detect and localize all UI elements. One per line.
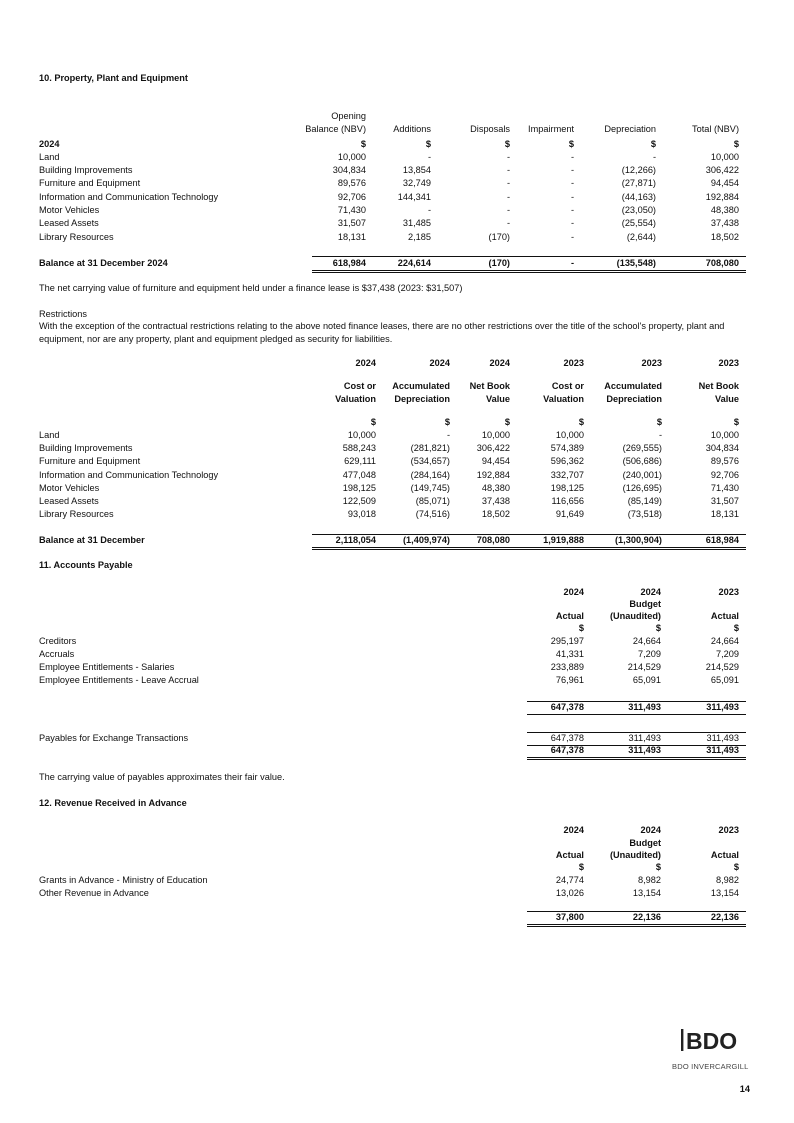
budget-header: Budget xyxy=(629,838,661,848)
total-rule-1 xyxy=(312,547,746,548)
column-header: Valuation xyxy=(543,394,584,404)
year-label: 2024 xyxy=(39,139,60,149)
column-header: Total (NBV) xyxy=(692,124,739,134)
row-label: Furniture and Equipment xyxy=(39,456,141,466)
row-label: Motor Vehicles xyxy=(39,483,100,493)
table-cell: (281,821) xyxy=(410,443,450,453)
table-cell: 48,380 xyxy=(481,483,510,493)
unit-label: $ xyxy=(425,139,431,149)
table-cell: - xyxy=(506,218,510,228)
column-header-line1: Accumulated xyxy=(392,381,450,391)
column-header: Actual xyxy=(555,850,584,860)
table-cell: 304,834 xyxy=(705,443,739,453)
total-cell: 2,118,054 xyxy=(335,535,376,545)
table-cell: (73,518) xyxy=(627,509,662,519)
year-header: 2024 xyxy=(429,358,450,368)
finance-lease-note: The net carrying value of furniture and equipment held under a finance lease is $37,438 (2023: $31,507) xyxy=(39,283,463,293)
total-cell: 1,919,888 xyxy=(543,535,584,545)
table-cell: 10,000 xyxy=(555,430,584,440)
table-cell: 94,454 xyxy=(481,456,510,466)
total-cell: 708,080 xyxy=(705,258,739,268)
column-header: Value xyxy=(485,394,510,404)
table-cell: 10,000 xyxy=(347,430,376,440)
table-cell: - xyxy=(570,178,574,188)
column-header-line1: Net Book xyxy=(698,381,739,391)
unit-label: $ xyxy=(655,623,661,633)
table-cell: - xyxy=(570,218,574,228)
total-cell: (1,300,904) xyxy=(615,535,662,545)
table-cell: 7,209 xyxy=(716,649,739,659)
table-cell: - xyxy=(570,165,574,175)
column-header-line1: Cost or xyxy=(343,381,376,391)
year-header: 2024 xyxy=(640,587,661,597)
row-label: Building Improvements xyxy=(39,165,133,175)
column-header-line1: Accumulated xyxy=(604,381,662,391)
column-header: Impairment xyxy=(528,124,574,134)
column-header: Actual xyxy=(555,611,584,621)
total-cell: 22,136 xyxy=(632,912,661,922)
table-cell: - xyxy=(570,152,574,162)
total-cell: (170) xyxy=(488,258,510,268)
exchange-cell: 311,493 xyxy=(706,733,739,743)
table-cell: (170) xyxy=(488,232,510,242)
row-label: Information and Communication Technology xyxy=(39,192,219,202)
column-header: Actual xyxy=(710,611,739,621)
table-cell: (284,164) xyxy=(410,470,450,480)
table-cell: 588,243 xyxy=(342,443,376,453)
unit-label: $ xyxy=(733,623,739,633)
table-cell: 91,649 xyxy=(555,509,584,519)
table-cell: (85,149) xyxy=(627,496,662,506)
table-cell: 332,707 xyxy=(550,470,584,480)
column-header: Depreciation xyxy=(606,394,662,404)
table-cell: (506,686) xyxy=(622,456,662,466)
logo-caption: BDO INVERCARGILL xyxy=(672,1062,749,1071)
table-cell: 65,091 xyxy=(632,675,661,685)
table-cell: 10,000 xyxy=(710,430,739,440)
total-cell: 22,136 xyxy=(710,912,739,922)
year-header: 2023 xyxy=(563,358,584,368)
column-header: (Unaudited) xyxy=(609,611,661,621)
table-cell: 31,485 xyxy=(402,218,431,228)
column-header: Disposals xyxy=(470,124,510,134)
column-header: Balance (NBV) xyxy=(305,124,366,134)
table-cell: 13,154 xyxy=(710,888,739,898)
page-number: 14 xyxy=(739,1084,750,1094)
table-cell: 24,664 xyxy=(632,636,661,646)
year-header: 2023 xyxy=(718,825,739,835)
year-header: 2024 xyxy=(489,358,510,368)
table-cell: 192,884 xyxy=(476,470,510,480)
table-cell: 198,125 xyxy=(342,483,376,493)
table-cell: 116,656 xyxy=(551,496,584,506)
row-label: Leased Assets xyxy=(39,496,99,506)
table-cell: 122,509 xyxy=(342,496,376,506)
total-top-rule xyxy=(312,256,746,257)
restrictions-heading: Restrictions xyxy=(39,309,87,319)
row-label: Information and Communication Technology xyxy=(39,470,219,480)
table-cell: 13,854 xyxy=(402,165,431,175)
table-cell: 37,438 xyxy=(481,496,510,506)
table-cell: 214,529 xyxy=(627,662,661,672)
table-cell: 24,664 xyxy=(710,636,739,646)
unit-label: $ xyxy=(578,623,584,633)
table-cell: - xyxy=(506,205,510,215)
total-rule-2 xyxy=(527,759,746,760)
unit-label: $ xyxy=(504,139,510,149)
total-cell: 618,984 xyxy=(705,535,739,545)
year-header: 2024 xyxy=(640,825,661,835)
total-cell: 618,984 xyxy=(332,258,366,268)
total-cell: 311,493 xyxy=(628,745,661,755)
year-header: 2024 xyxy=(563,587,584,597)
total-cell: 37,800 xyxy=(555,912,584,922)
total-label: Balance at 31 December 2024 xyxy=(39,258,168,268)
column-header: Actual xyxy=(710,850,739,860)
total-rule-2 xyxy=(312,549,746,550)
table-cell: 10,000 xyxy=(337,152,366,162)
table-cell: - xyxy=(427,152,431,162)
unit-label: $ xyxy=(650,139,656,149)
table-cell: 7,209 xyxy=(638,649,661,659)
table-cell: (74,516) xyxy=(415,509,450,519)
budget-header: Budget xyxy=(629,599,661,609)
table-cell: - xyxy=(658,430,662,440)
total-cell: 708,080 xyxy=(476,535,510,545)
table-cell: 144,341 xyxy=(397,192,431,202)
unit-label: $ xyxy=(360,139,366,149)
subtotal-cell: 647,378 xyxy=(550,702,584,712)
table-cell: 13,154 xyxy=(632,888,661,898)
exchange-cell: 311,493 xyxy=(628,733,661,743)
table-cell: 10,000 xyxy=(481,430,510,440)
unit-label: $ xyxy=(733,139,739,149)
table-cell: 214,529 xyxy=(705,662,739,672)
table-cell: (240,001) xyxy=(622,470,662,480)
row-label: Land xyxy=(39,430,60,440)
row-label: Employee Entitlements - Leave Accrual xyxy=(39,675,199,685)
row-label: Library Resources xyxy=(39,509,114,519)
table-cell: (2,644) xyxy=(626,232,656,242)
table-cell: 304,834 xyxy=(332,165,366,175)
table-cell: 8,982 xyxy=(638,875,661,885)
section-12-title: 12. Revenue Received in Advance xyxy=(39,798,187,808)
total-cell: 647,378 xyxy=(550,745,584,755)
total-cell: 224,614 xyxy=(397,258,431,268)
table-cell: 71,430 xyxy=(337,205,366,215)
row-label: Employee Entitlements - Salaries xyxy=(39,662,175,672)
table-cell: 32,749 xyxy=(402,178,431,188)
unit-label: $ xyxy=(578,862,584,872)
table-cell: 574,389 xyxy=(550,443,584,453)
table-cell: - xyxy=(446,430,450,440)
table-cell: 31,507 xyxy=(337,218,366,228)
table-cell: - xyxy=(506,192,510,202)
table-cell: 65,091 xyxy=(710,675,739,685)
table-cell: 198,125 xyxy=(550,483,584,493)
row-label: Furniture and Equipment xyxy=(39,178,141,188)
table-cell: 18,131 xyxy=(337,232,366,242)
year-header: 2023 xyxy=(718,358,739,368)
table-cell: 2,185 xyxy=(408,232,431,242)
table-cell: - xyxy=(506,165,510,175)
table-cell: 24,774 xyxy=(555,875,584,885)
table-cell: (27,871) xyxy=(621,178,656,188)
unit-label: $ xyxy=(656,417,662,427)
table-cell: (149,745) xyxy=(410,483,450,493)
subtotal-cell: 311,493 xyxy=(628,702,661,712)
row-label: Leased Assets xyxy=(39,218,99,228)
table-cell: (12,266) xyxy=(621,165,656,175)
table-cell: 48,380 xyxy=(710,205,739,215)
table-cell: (85,071) xyxy=(415,496,450,506)
table-cell: 37,438 xyxy=(710,218,739,228)
total-cell: (135,548) xyxy=(616,258,656,268)
table-cell: - xyxy=(506,152,510,162)
table-cell: 41,331 xyxy=(555,649,584,659)
total-cell: 311,493 xyxy=(706,745,739,755)
table-cell: 8,982 xyxy=(716,875,739,885)
table-cell: 18,502 xyxy=(710,232,739,242)
total-rule-1 xyxy=(527,757,746,758)
table-cell: 295,197 xyxy=(550,636,584,646)
table-cell: - xyxy=(506,178,510,188)
table-cell: 13,026 xyxy=(555,888,584,898)
table-cell: 31,507 xyxy=(710,496,739,506)
table-cell: - xyxy=(570,205,574,215)
table-cell: 94,454 xyxy=(710,178,739,188)
subtotal-bottom-rule xyxy=(527,714,746,715)
total-rule-1 xyxy=(527,924,746,925)
table-cell: 629,111 xyxy=(344,456,376,466)
table-cell: 306,422 xyxy=(476,443,510,453)
row-label: Library Resources xyxy=(39,232,114,242)
table-cell: 71,430 xyxy=(710,483,739,493)
column-header-line1: Opening xyxy=(331,111,366,121)
year-header: 2024 xyxy=(563,825,584,835)
unit-label: $ xyxy=(504,417,510,427)
table-cell: 76,961 xyxy=(555,675,584,685)
exchange-label: Payables for Exchange Transactions xyxy=(39,733,189,743)
table-cell: (269,555) xyxy=(622,443,662,453)
payables-note: The carrying value of payables approximates their fair value. xyxy=(39,772,285,782)
column-header-line1: Net Book xyxy=(469,381,510,391)
column-header-line1: Cost or xyxy=(551,381,584,391)
table-cell: 233,889 xyxy=(550,662,584,672)
section-11-title: 11. Accounts Payable xyxy=(39,560,133,570)
unit-label: $ xyxy=(733,417,739,427)
unit-label: $ xyxy=(578,417,584,427)
year-header: 2023 xyxy=(641,358,662,368)
column-header: Depreciation xyxy=(604,124,656,134)
total-cell: (1,409,974) xyxy=(403,535,450,545)
exchange-cell: 647,378 xyxy=(550,733,584,743)
column-header: Valuation xyxy=(335,394,376,404)
table-cell: 93,018 xyxy=(347,509,376,519)
unit-label: $ xyxy=(655,862,661,872)
table-cell: (25,554) xyxy=(621,218,656,228)
restrictions-text: With the exception of the contractual restrictions relating to the above noted finance leases, there are no other restrictions over the title of the school's property, plant and equipment, nor are any property, plant and equipment pledged as security for liabilities. xyxy=(39,321,725,344)
unit-label: $ xyxy=(444,417,450,427)
table-cell: - xyxy=(570,232,574,242)
column-header: Value xyxy=(714,394,739,404)
unit-label: $ xyxy=(370,417,376,427)
table-cell: 477,048 xyxy=(342,470,376,480)
table-cell: 18,502 xyxy=(481,509,510,519)
table-cell: 89,576 xyxy=(337,178,366,188)
section-10-title: 10. Property, Plant and Equipment xyxy=(39,73,188,83)
table-cell: (126,695) xyxy=(622,483,662,493)
table-cell: 306,422 xyxy=(705,165,739,175)
table-cell: 92,706 xyxy=(710,470,739,480)
total-cell: - xyxy=(570,258,574,268)
table-cell: - xyxy=(570,192,574,202)
row-label: Accruals xyxy=(39,649,75,659)
table-cell: - xyxy=(652,152,656,162)
total-label: Balance at 31 December xyxy=(39,535,145,545)
total-rule-2 xyxy=(527,926,746,927)
table-cell: 92,706 xyxy=(337,192,366,202)
column-header: (Unaudited) xyxy=(609,850,661,860)
table-cell: 596,362 xyxy=(550,456,584,466)
year-header: 2023 xyxy=(718,587,739,597)
row-label: Land xyxy=(39,152,60,162)
year-header: 2024 xyxy=(355,358,376,368)
total-rule-2 xyxy=(312,272,746,273)
table-cell: (23,050) xyxy=(621,205,656,215)
table-cell: (44,163) xyxy=(621,192,656,202)
subtotal-cell: 311,493 xyxy=(706,702,739,712)
unit-label: $ xyxy=(733,862,739,872)
row-label: Motor Vehicles xyxy=(39,205,100,215)
row-label: Grants in Advance - Ministry of Education xyxy=(39,875,208,885)
table-cell: 10,000 xyxy=(710,152,739,162)
unit-label: $ xyxy=(568,139,574,149)
logo-text: BDO xyxy=(686,1028,738,1052)
bdo-logo xyxy=(681,1028,745,1052)
table-cell: 192,884 xyxy=(705,192,739,202)
row-label: Creditors xyxy=(39,636,77,646)
table-cell: (534,657) xyxy=(410,456,450,466)
column-header: Additions xyxy=(393,124,431,134)
total-rule-1 xyxy=(312,270,746,271)
row-label: Other Revenue in Advance xyxy=(39,888,149,898)
table-cell: - xyxy=(427,205,431,215)
table-cell: 18,131 xyxy=(710,509,739,519)
column-header: Depreciation xyxy=(394,394,450,404)
row-label: Building Improvements xyxy=(39,443,133,453)
table-cell: 89,576 xyxy=(710,456,739,466)
